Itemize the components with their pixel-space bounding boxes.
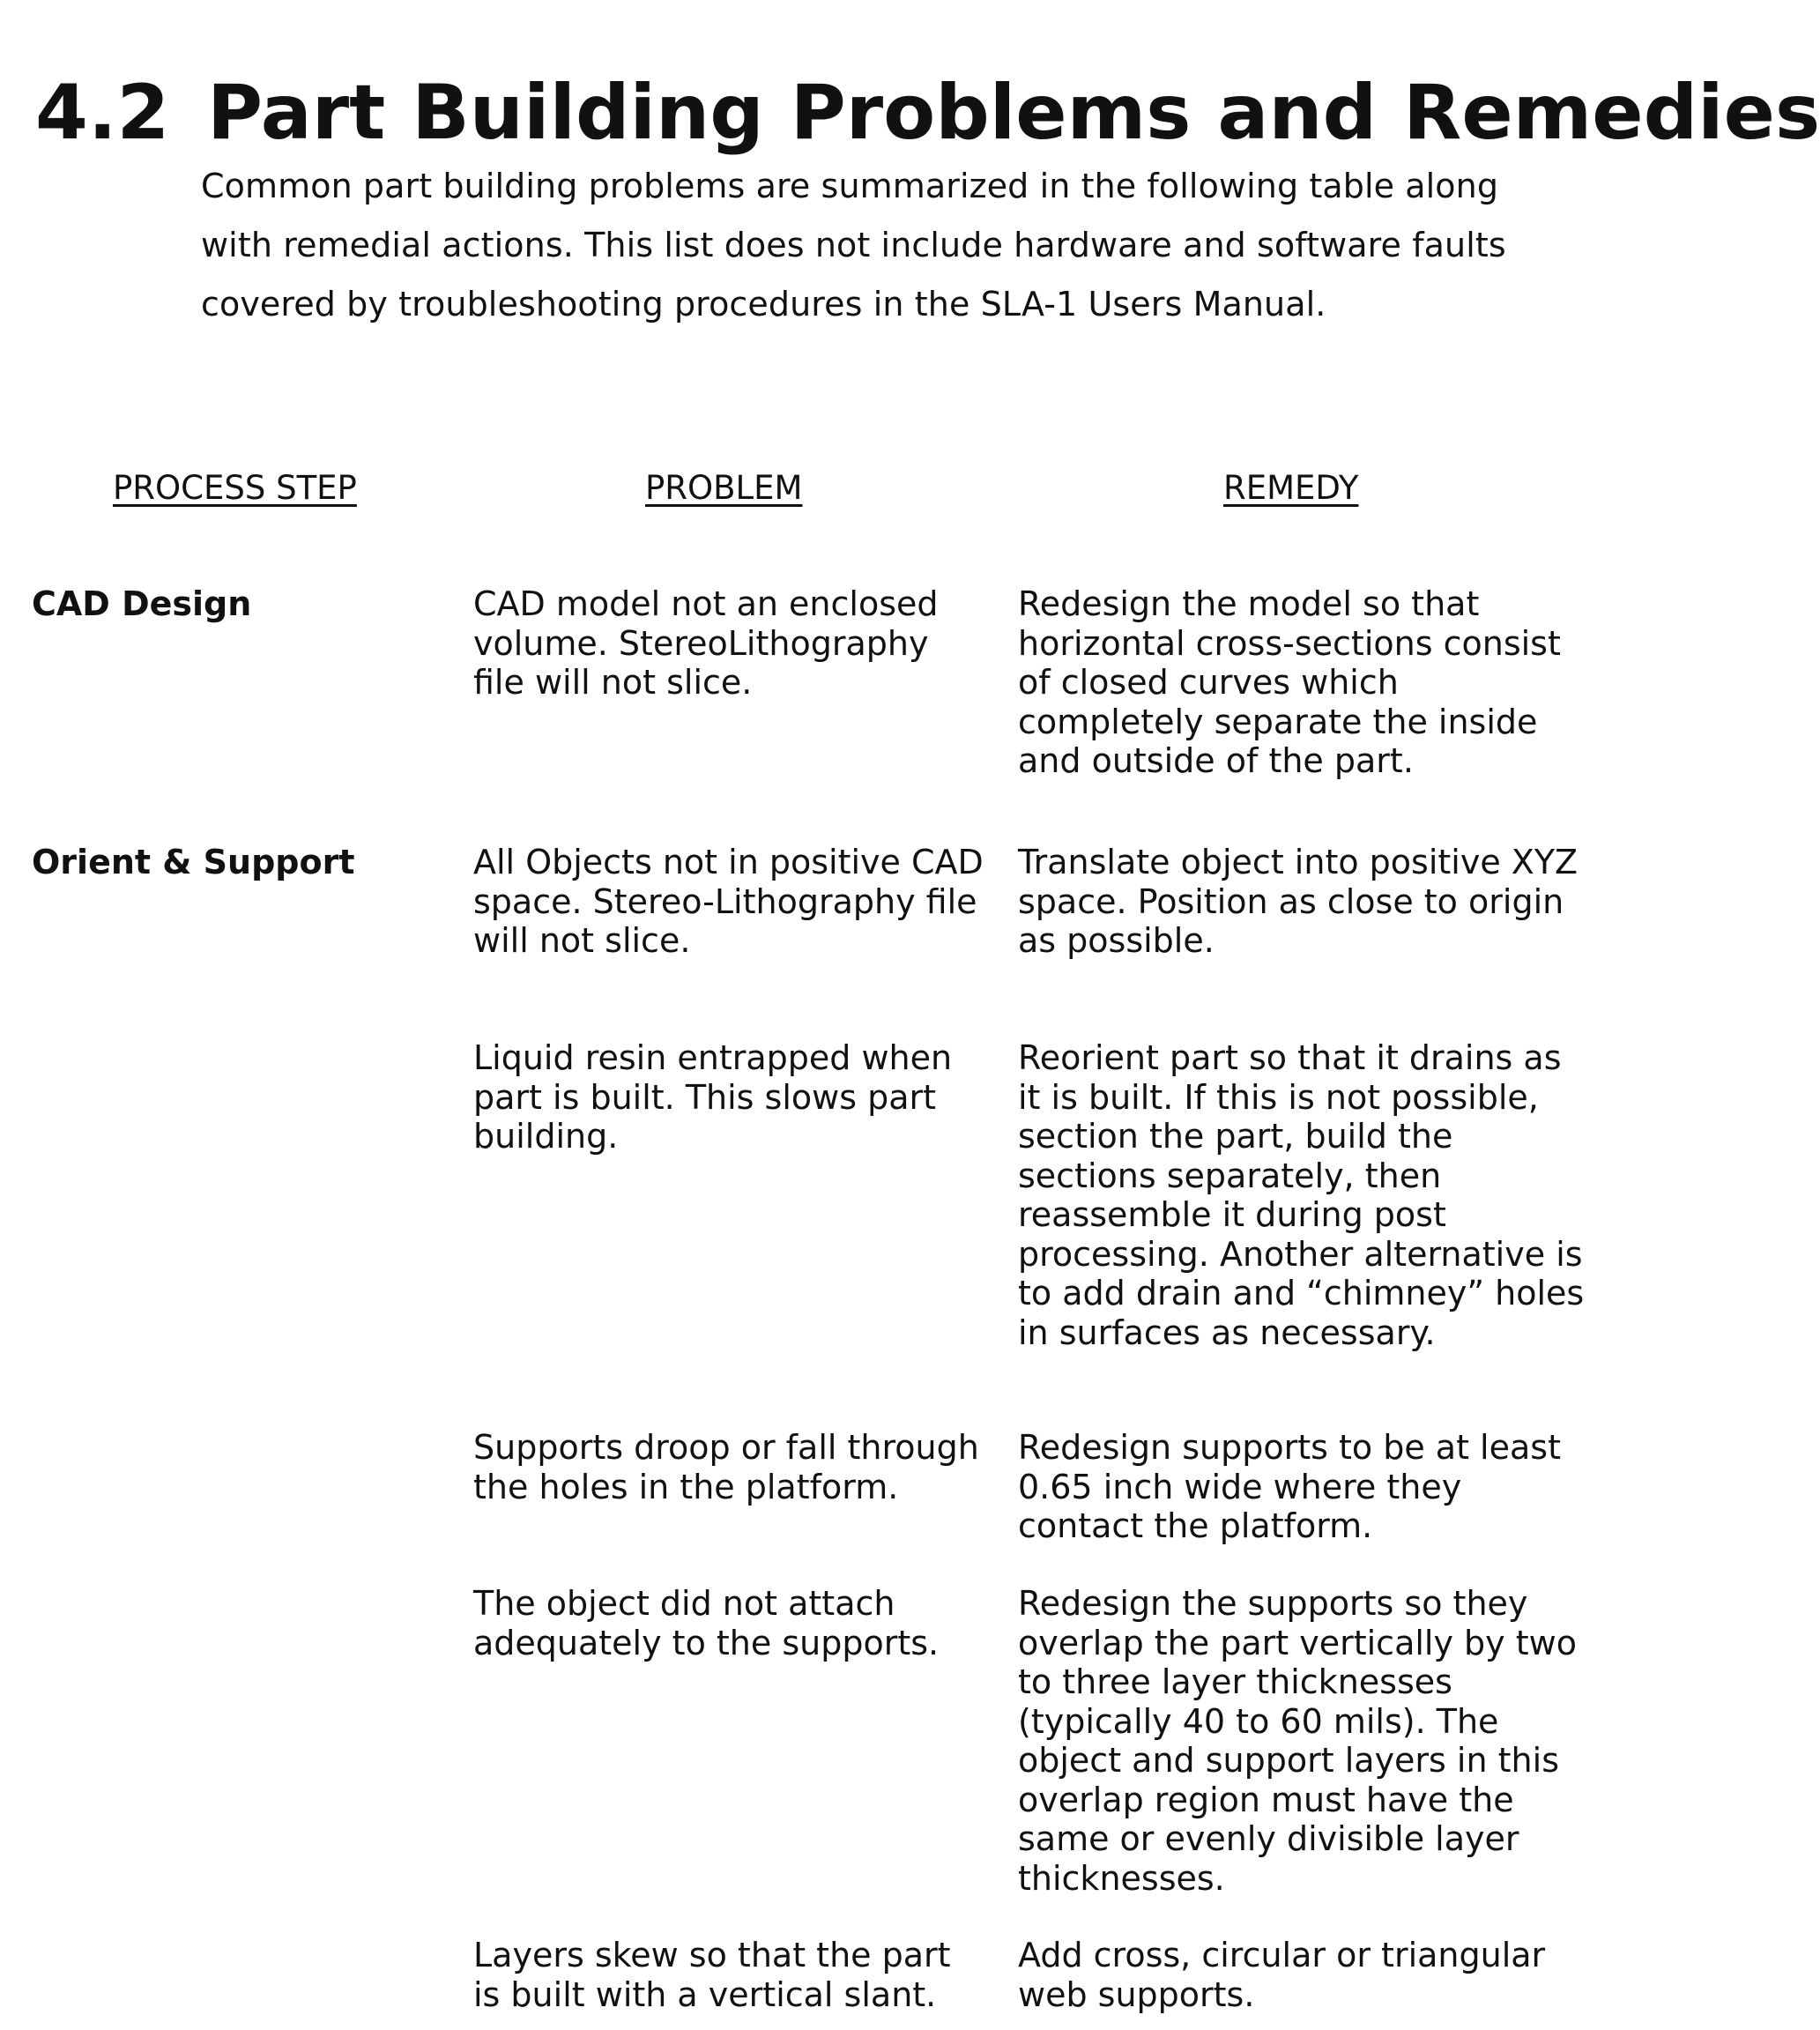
row-5-problem: The object did not attach adequately to the supports.: [473, 1584, 984, 1662]
row-1-remedy: Redesign the model so that horizontal cross-sections consist of closed curves which completely separate the inside and outside of the part.: [1018, 584, 1586, 781]
row-3-remedy: Reorient part so that it drains as it is built. If this is not possible, section the part, build the sections separately, then reassemble it during post processing. Another alternative is to add drain and “chimney” holes in surfaces as necessary.: [1018, 1038, 1586, 1352]
section-number: 4.2: [35, 63, 207, 162]
column-header-problem: PROBLEM: [645, 467, 802, 509]
row-1-problem: CAD model not an enclosed volume. StereoLithography file will not slice.: [473, 584, 984, 703]
row-6-remedy: Add cross, circular or triangular web supports.: [1018, 1936, 1586, 2014]
column-header-remedy: REMEDY: [1223, 467, 1358, 509]
page-title: [35, 63, 1586, 162]
row-3-problem: Liquid resin entrapped when part is built. This slows part building.: [473, 1038, 984, 1156]
section-title: Part Building Problems and Remedies: [207, 69, 1820, 157]
column-header-process-step: PROCESS STEP: [113, 467, 357, 509]
row-2-process-step: Orient & Support: [32, 843, 455, 882]
row-4-remedy: Redesign supports to be at least 0.65 inch wide where they contact the platform.: [1018, 1428, 1586, 1546]
row-1-process-step: CAD Design: [32, 584, 455, 624]
row-5-remedy: Redesign the supports so they overlap the part vertically by two to three layer thicknesses (typically 40 to 60 mils). The object and support layers in this overlap region must have the same or evenly divisible layer thicknesses.: [1018, 1584, 1586, 1898]
row-6-problem: Layers skew so that the part is built with a vertical slant.: [473, 1936, 984, 2014]
row-4-problem: Supports droop or fall through the holes in the platform.: [473, 1428, 984, 1506]
row-2-problem: All Objects not in positive CAD space. Stereo-Lithography file will not slice.: [473, 843, 984, 961]
intro-paragraph: Common part building problems are summarized in the following table along with remedial actions. This list does not include hardware and software faults covered by troubleshooting procedures in the SLA-1 Users Manual.: [201, 157, 1558, 334]
row-2-remedy: Translate object into positive XYZ space. Position as close to origin as possible.: [1018, 843, 1586, 961]
